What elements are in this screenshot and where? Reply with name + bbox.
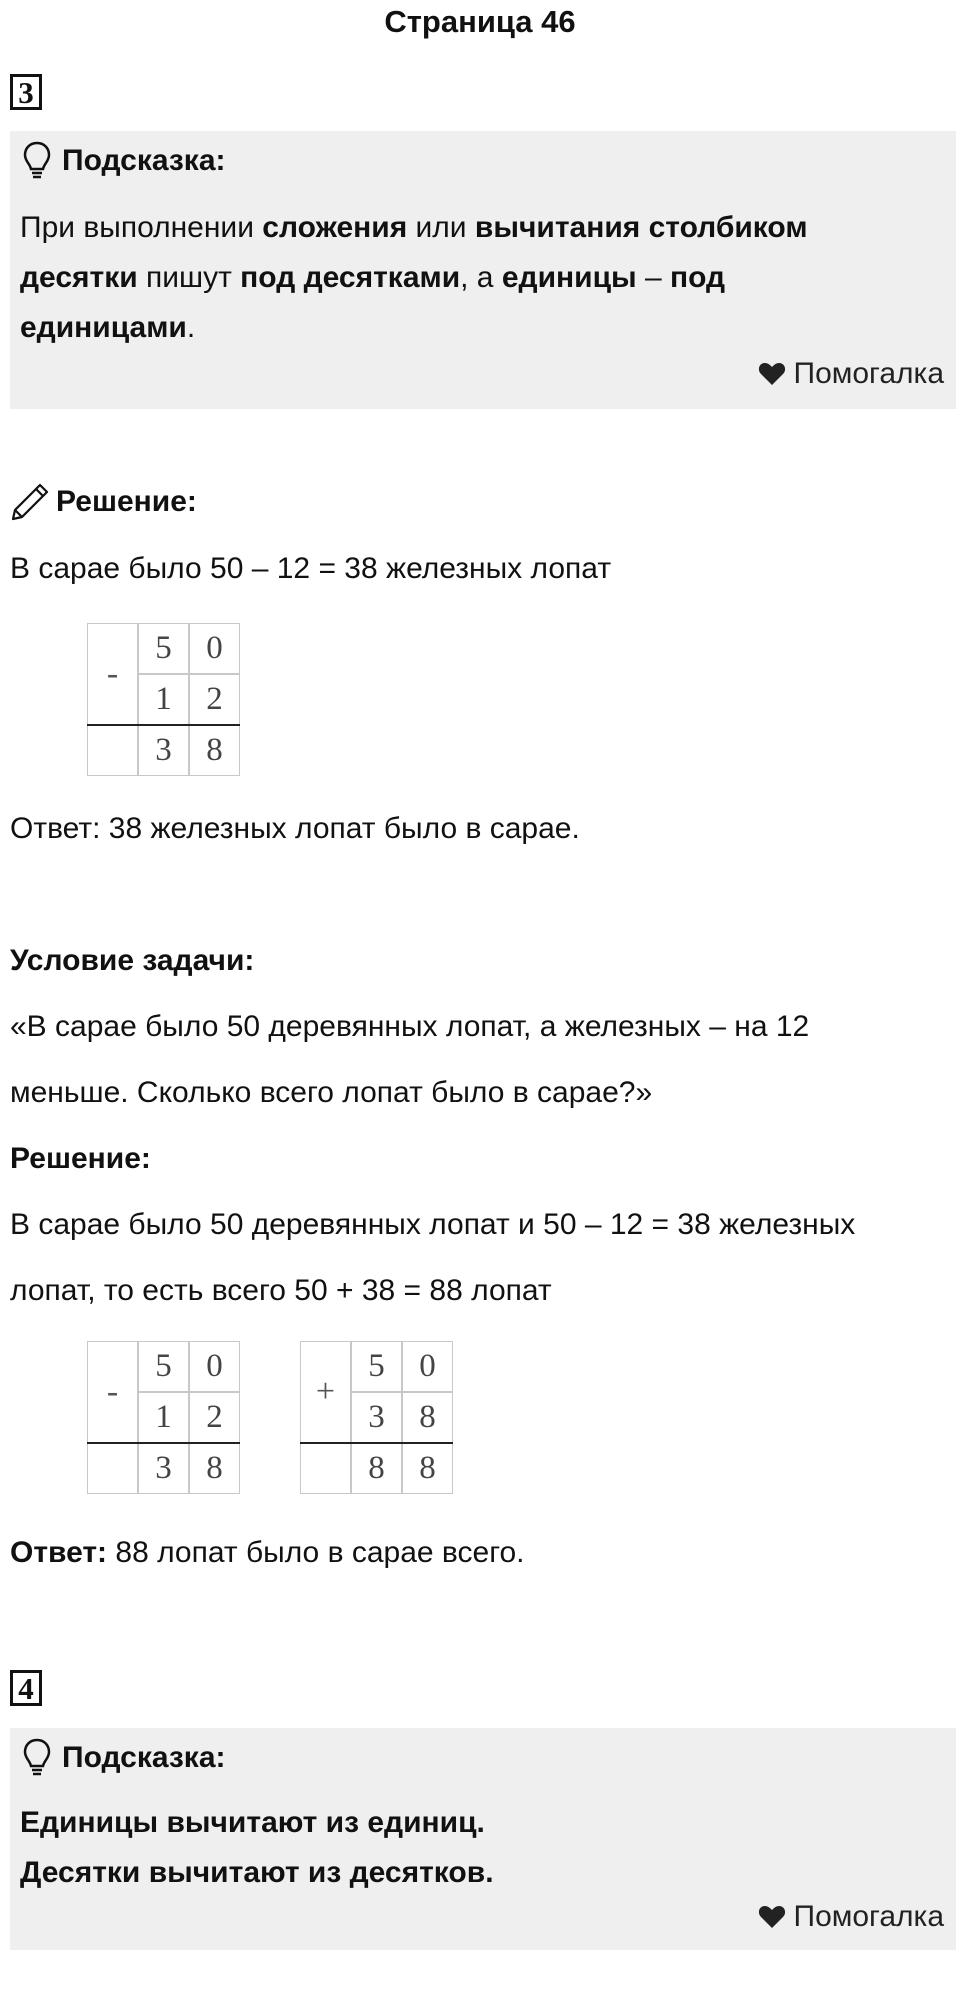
hint-bold-fragment: единицы [501,261,637,294]
calc-digit: 3 [138,1443,189,1494]
solution-heading [10,482,197,522]
calc-digit: 0 [189,623,240,674]
source-label [758,1900,945,1934]
hint-bold-fragment: вычитания столбиком [474,211,808,244]
hint-line-2 [20,253,940,303]
column-calc-3 [300,1341,453,1494]
lightbulb-icon [22,1738,52,1778]
condition-heading: Условие задачи: [10,944,255,977]
calc-digit: 2 [189,674,240,725]
calc-operator: + [300,1341,351,1443]
calc-digit: 8 [402,1443,453,1494]
task-number-3: 3 [10,74,42,110]
condition-line-2: меньше. Сколько всего лопат было в сарае?» [10,1076,653,1109]
calc-digit: 8 [351,1443,402,1494]
hint-bold-fragment: единицами [20,311,187,344]
calc-blank-cell [87,725,138,776]
hint-heading [22,141,226,181]
hint-line-3 [20,303,940,353]
hint-heading-text: Подсказка: [62,1741,226,1774]
column-calc-1 [87,623,240,776]
calc-digit: 8 [402,1392,453,1443]
source-text: Помогалка [793,357,944,390]
calc-digit: 5 [138,623,189,674]
solution2-line-2: лопат, то есть всего 50 + 38 = 88 лопат [10,1274,552,1307]
hint-fragment: , а [460,261,502,294]
hint-fragment: . [186,311,196,344]
task-number-4: 4 [10,1670,42,1706]
heart-icon [758,1905,786,1929]
hint-box-4 [10,1728,956,1950]
answer2-label: Ответ: [10,1536,108,1569]
calc-digit: 5 [138,1341,189,1392]
calc-operator: - [87,1341,138,1443]
hint-bold-fragment: сложения [262,211,408,244]
calc-digit: 5 [351,1341,402,1392]
answer2-text: 88 лопат было в сарае всего. [107,1536,525,1569]
hint-bold-fragment: под десятками [240,261,461,294]
calc-digit: 3 [351,1392,402,1443]
hint-text-3 [20,203,940,353]
hint-text-4 [20,1798,940,1898]
solution-heading-text: Решение: [56,485,197,518]
calc-result-rule [87,724,240,726]
calc-digit: 1 [138,1392,189,1443]
solution2-heading: Решение: [10,1142,151,1175]
hint-fragment: При выполнении [20,211,263,244]
calc-blank-cell [300,1443,351,1494]
calc-digit: 3 [138,725,189,776]
calc-digit: 1 [138,674,189,725]
calc-digit: 0 [402,1341,453,1392]
hint-fragment: пишут [137,261,241,294]
condition-line-1: «В сарае было 50 деревянных лопат, а железных – на 12 [10,1010,810,1043]
hint-bold-fragment: под [670,261,726,294]
solution-line: В сарае было 50 – 12 = 38 железных лопат [10,552,612,585]
heart-icon [758,362,786,386]
page-title: Страница 46 [384,4,576,39]
calc-digit: 2 [189,1392,240,1443]
answer2-line [10,1536,525,1570]
calc-digit: 8 [189,725,240,776]
lightbulb-icon [22,141,52,181]
hint-fragment: – [636,261,670,294]
hint-heading [22,1738,226,1778]
solution2-line-1: В сарае было 50 деревянных лопат и 50 – 12 = 38 железных [10,1208,856,1241]
hint-fragment: или [407,211,475,244]
calc-digit: 8 [189,1443,240,1494]
calc-digit: 0 [189,1341,240,1392]
pencil-icon [10,482,50,522]
source-text: Помогалка [793,1900,944,1933]
source-label [758,357,945,391]
answer-line: Ответ: 38 железных лопат было в сарае. [10,812,580,845]
column-calc-2 [87,1341,240,1494]
hint-heading-text: Подсказка: [62,144,226,177]
calc-operator: - [87,623,138,725]
hint-box-3 [10,131,956,409]
calc-result-rule [87,1442,240,1444]
hint-line-1 [20,203,940,253]
calc-result-rule [300,1442,453,1444]
hint-bold-fragment: десятки [20,261,138,294]
hint-line-1: Единицы вычитают из единиц. [20,1806,485,1839]
calc-blank-cell [87,1443,138,1494]
hint-line-2: Десятки вычитают из десятков. [20,1856,494,1889]
